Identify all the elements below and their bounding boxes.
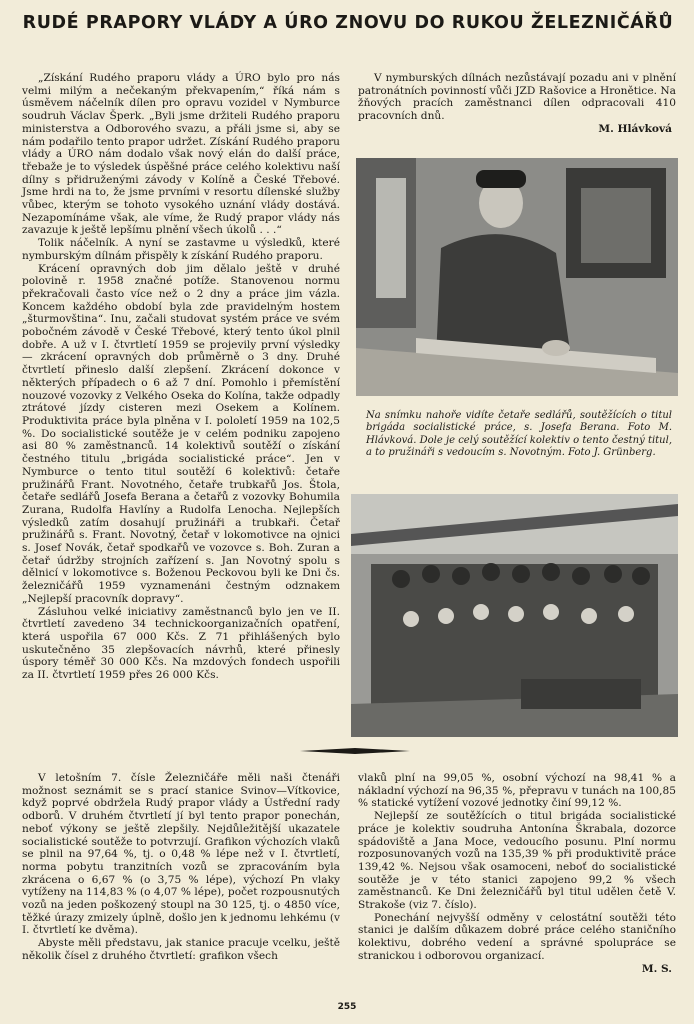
photo-saddler	[356, 158, 678, 396]
author-signature: M. Hlávková	[598, 122, 672, 135]
article-column-bottom-left	[22, 772, 340, 963]
paragraph: Ponechání nejvyšší odměny v celostátní soutěži této stanici je dalším důkazem dobré práce celého staničního kolektivu, dobrého vedení a správné spolupráce se stranickou i odborovou organizací.	[358, 911, 676, 962]
paragraph: vlaků plní na 99,05 %, osobní výchozí na 98,41 % a nákladní výchozí na 96,35 %, přepravu v tunách na 100,85 % statické vytížení vozové jednotky činí 99,12 %.	[358, 772, 676, 810]
paragraph: Krácení opravných dob jim dělalo ještě v druhé polovině r. 1958 značné potíže. Stanovenou normu překračovali často více než o 2 dny a práce jim vázla. Koncem každého období byla zde pravidelným hostem „šturmovština“. Inu, začali studovat systém práce ve svém pobočném závodě v České Třebové, který tento úkol plnil dobře. A už v I. čtvrtletí 1959 se projevily první výsledky — zkrácení opravných dob průměrně o 3 dny. Druhé čtvrtletí přineslo další zlepšení. Zkrácení dokonce v některých případech o 6 až 7 dní. Pomohlo i přemístění nouzové vozovky z Velkého Oseka do Kolína, takže odpadly ztrátové jízdy cisteren mezi Osekem a Kolínem. Produktivita práce byla plněna v I. pololetí 1959 na 102,5 %. Do socialistické soutěže je v celém podniku zapojeno asi 80 % zaměstnanců. 14 kolektivů soutěží o získání čestného titulu „brigáda socialistické práce“. Jen v Nymburce o tento titul soutěží 6 kolektivů: četaře pružinářů Frant. Novotného, četaře trubkařů Jos. Štola, četaře sedlářů Josefa Berana a četařů z vozovky Bohumila Zurana, Rudolfa Havlíny a Rudolfa Lenocha. Nejlepších výsledků zatím dosahují pružináři a trubkaři. Četař pružinářů s. Frant. Novotný, četař v lokomotivce na ojnici s. Josef Novák, četař spodkařů ve vozovce s. Boh. Zuran a četař údržby strojních zařízení s. Jan Novotný spolu s dělnicí v lokomotivce s. Boženou Peckovou byli ke Dni čs. železničářů 1959 vyznamenáni čestným odznakem „Nejlepší pracovník dopravy“.	[22, 262, 340, 605]
article-column-left	[22, 72, 340, 682]
author-signature: M. S.	[641, 962, 672, 975]
paragraph: V nymburských dílnách nezůstávají pozadu ani v plnění patronátních povinností vůči JZD Rašovice a Hronětice. Na žňových pracích zaměstnanci dílen odpracovali 410 pracovních dnů.	[358, 72, 676, 123]
paragraph: Nejlepší ze soutěžících o titul brigáda socialistické práce je kolektiv soudruha Antonína Škrabala, dozorce spádoviště a Jana Moce, vedoucího posunu. Plní normu rozposunovaných vozů na 135,39 % při produktivitě práce 139,42 %. Nejsou však osamoceni, neboť do socialistické soutěže je v této stanici zapojeno 99,2 % všech zaměstnanců. Ke Dni železničářů byl titul udělen četě V. Strakoše (viz 7. číslo).	[358, 810, 676, 912]
section-divider	[300, 747, 410, 755]
paragraph: V letošním 7. čísle Železničáře měli naši čtenáři možnost seznámit se s prací stanice Svinov—Vítkovice, když poprvé obdržela Rudý prapor vlády a Ústřední rady odborů. V druhém čtvrtletí jí byl tento prapor ponechán, neboť výkony se ještě zlepšily. Nejdůležitější ukazatele socialistické soutěže to potvrzují. Grafikon výchozích vlaků se plnil na 97,64 %, tj. o 0,48 % lépe než v I. čtvrtletí, norma pobytu tranzitních vozů se zpracováním byla zkrácena o 6,67 % (o 3,75 % lépe), výchozí Pn vlaky vytíženy na 114,83 % (o 4,07 % lépe), počet rozpousnutých vozů na jeden poškozený stoupl na 30 125, tj. o 4850 více, těžké úrazy zmizely úplně, došlo jen k jednomu lehkému (v I. čtvrtletí ke dvěma).	[22, 772, 340, 937]
paragraph: Zásluhou velké iniciativy zaměstnanců bylo jen ve II. čtvrtletí zavedeno 34 technickoorganizačních opatření, která uspořila 67 000 Kčs. Z 71 přihlášených bylo uskutečněno 35 zlepšovacích návrhů, které přinesly úspory téměř 30 000 Kčs. Na mzdových fondech uspořili za II. čtvrtletí 1959 přes 26 000 Kčs.	[22, 605, 340, 682]
page-number: 255	[337, 1002, 357, 1012]
photo-caption: Na snímku nahoře vidíte četaře sedlářů, soutěžících o titul brigáda socialistické práce, s. Josefa Berana. Foto M. Hlávková. Dole je celý soutěžící kolektiv o tento čestný titul, a to pružináři s vedoucím s. Novotným. Foto J. Grünberg.	[366, 410, 672, 459]
paragraph: Tolik náčelník. A nyní se zastavme u výsledků, které nymburským dílnám přispěly k získání Rudého praporu.	[22, 237, 340, 262]
paragraph: „Získání Rudého praporu vlády a ÚRO bylo pro nás velmi milým a nečekaným překvapením,“ říká nám s úsměvem náčelník dílen pro opravu vozidel v Nymburce soudruh Václav Šperk. „Byli jsme držiteli Rudého praporu ministerstva a Odborového svazu, a přáli jsme si, aby se nám podařilo tento prapor udržet. Získání Rudého praporu vlády a ÚRO nám dodalo však nový elán do další práce, třebaže je to výsledek úspěšné práce celého kolektivu naší dílny s přidruženými závody v Kolíně a České Třebové. Jsme hrdi na to, že jsme prvními v resortu dílenské služby vůbec, kterým se tohoto vysokého uznání vlády dostává. Nezapomínáme však, ale víme, že Rudý prapor vlády nás zavazuje k ještě lepšímu plnění všech úkolů . . .“	[22, 72, 340, 237]
headline: RUDÉ PRAPORY VLÁDY A ÚRO ZNOVU DO RUKOU ŽELEZNIČÁŘŮ	[22, 13, 674, 33]
article-column-bottom-right	[358, 772, 676, 975]
paragraph: Abyste měli představu, jak stanice pracuje vcelku, ještě několik čísel z druhého čtvrtletí: grafikon všech	[22, 937, 340, 962]
article-column-right-top	[358, 72, 676, 136]
photo-spring-makers-team	[351, 494, 678, 737]
